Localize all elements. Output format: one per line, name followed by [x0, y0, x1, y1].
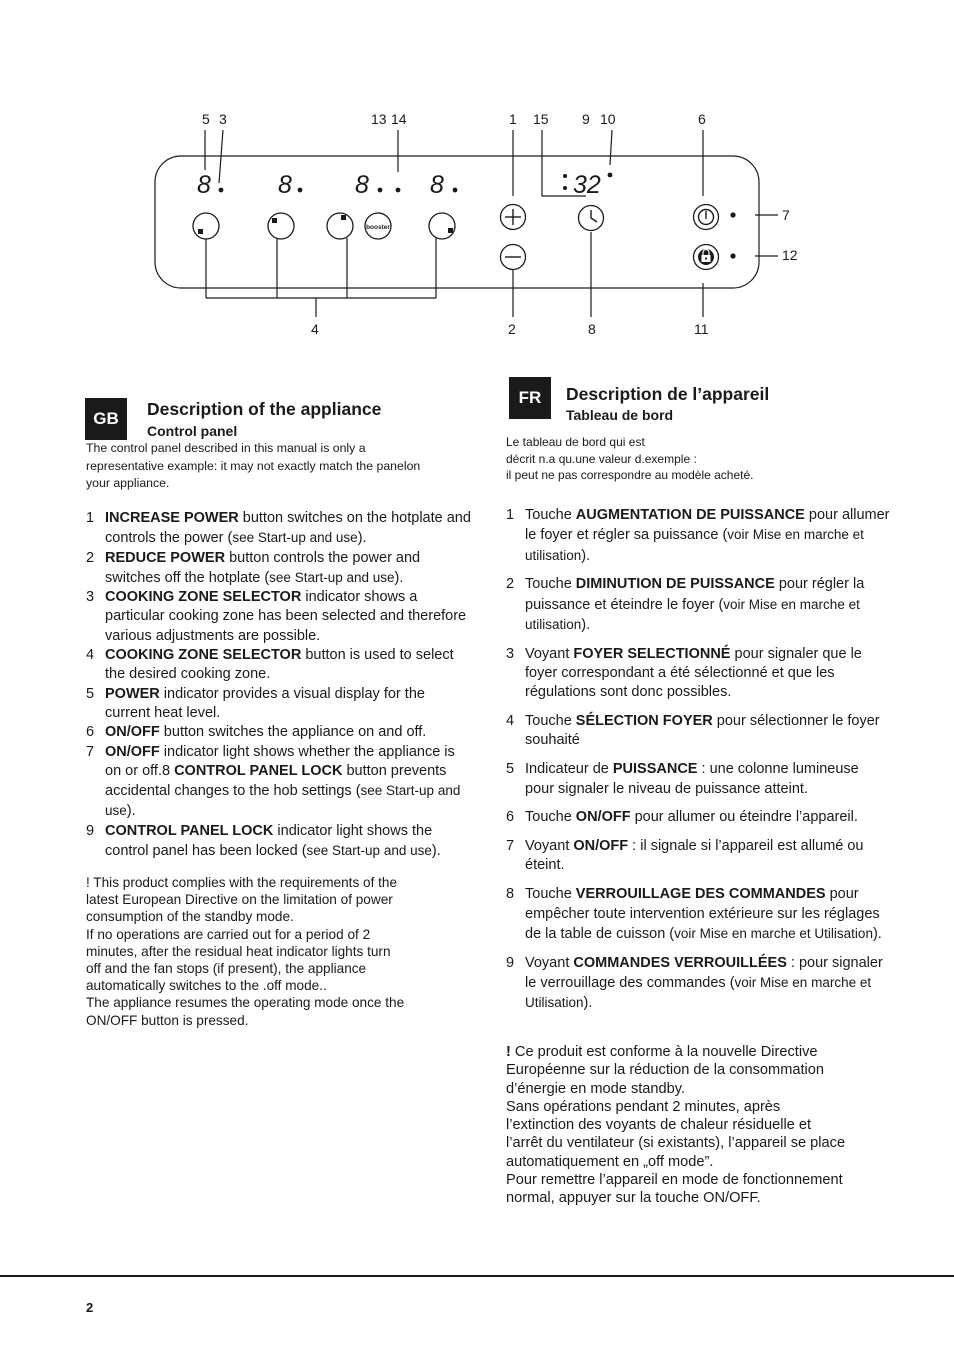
list-item: 4 Touche SÉLECTION FOYER pour sélectionner le foyer souhaité	[506, 713, 880, 749]
gb-component-list	[86, 509, 471, 861]
list-item: 3 COOKING ZONE SELECTOR indicator shows a particular cooking zone has been selected and therefore various adjustments are possible.	[86, 589, 467, 644]
list-item: 9 CONTROL PANEL LOCK indicator light shows the control panel has been locked (see Start-up and use).	[86, 822, 441, 860]
gb-standby-note: ! This product complies with the requirements of the latest European Directive on the limitation of power consumption of the standby mode. If no operations are carried out for a period of 2 minutes, after the residual heat indicator lights turn off and the fan stops (if present), the appliance automatically switches to the .off mode.. The appliance resumes the operating mode once the ON/OFF button is pressed.	[86, 875, 405, 1028]
booster-dot	[396, 188, 401, 193]
list-item: 9 Voyant COMMANDES VERROUILLÉES : pour signaler le verrouillage des commandes (voir Mise en marche et Utilisation).	[506, 954, 883, 1012]
zone-selector-button-2[interactable]	[268, 213, 294, 239]
fr-language-badge: FR	[509, 377, 551, 419]
power-display-zone-4: 8	[430, 171, 444, 199]
list-item: 5 POWER indicator provides a visual display for the current heat level.	[86, 685, 425, 721]
power-display-zone-2: 8	[278, 171, 292, 199]
list-item: 5 Indicateur de PUISSANCE : une colonne lumineuse pour signaler le niveau de puissance atteint.	[506, 761, 859, 797]
list-item: 1 Touche AUGMENTATION DE PUISSANCE pour allumer le foyer et régler sa puissance (voir Mise en marche et utilisation).	[506, 507, 890, 564]
footer-rule	[0, 1275, 954, 1277]
onoff-indicator-light	[730, 212, 735, 217]
zone-position-marker-1	[198, 229, 203, 234]
zone-position-marker-4	[448, 228, 453, 233]
list-item: 3 Voyant FOYER SELECTIONNÉ pour signaler que le foyer correspondant a été sélectionné et que les régulations sont donc possibles.	[506, 645, 862, 701]
list-item: 4 COOKING ZONE SELECTOR button is used to select the desired cooking zone.	[86, 647, 454, 683]
fr-section-title: Description de l’appareil	[566, 384, 770, 404]
zone-position-marker-3	[341, 215, 346, 220]
callout-8: 8	[588, 321, 596, 337]
zone-selected-dot-2	[298, 188, 303, 193]
list-item: 6 Touche ON/OFF pour allumer ou éteindre l’appareil.	[506, 809, 858, 826]
gb-section-subtitle: Control panel	[147, 423, 238, 439]
timer-display: 32	[573, 171, 601, 199]
zone-position-marker-2	[272, 218, 277, 223]
zone-selected-dot-3	[378, 188, 383, 193]
callout-3: 3	[219, 111, 227, 127]
callout-7: 7	[782, 207, 790, 223]
lock-indicator-light	[730, 253, 735, 258]
callout-10: 10	[600, 111, 616, 127]
callout-11: 11	[694, 321, 709, 337]
gb-intro: The control panel described in this manual is only a representative example: it may not exactly match the panelon your appliance.	[86, 441, 421, 490]
power-display-zone-1: 8	[197, 171, 211, 199]
zone-selector-button-1[interactable]	[193, 213, 219, 239]
gb-language-badge: GB	[85, 398, 127, 440]
callout-5: 5	[202, 111, 210, 127]
timer-indicator-dot	[608, 173, 613, 178]
timer-colon-bottom	[563, 186, 567, 190]
list-item: 8 Touche VERROUILLAGE DES COMMANDES pour empêcher toute intervention extérieure sur les réglages de la table de cuisson (voir Mise en marche et Utilisation).	[506, 886, 882, 942]
booster-label: booster	[366, 224, 390, 231]
warning-mark: !	[506, 1044, 511, 1060]
control-panel-outline	[155, 156, 759, 288]
list-item: 1 INCREASE POWER button switches on the hotplate and controls the power (see Start-up and use).	[86, 510, 471, 547]
gb-section-title: Description of the appliance	[147, 399, 382, 419]
timer-colon-top	[563, 174, 567, 178]
list-item: 6 ON/OFF button switches the appliance on and off.	[86, 724, 427, 741]
power-display-zone-3: 8	[355, 171, 369, 199]
callout-15: 15	[533, 111, 549, 127]
zone-selected-dot-1	[219, 188, 224, 193]
fr-component-list	[506, 506, 891, 1023]
page-number: 2	[86, 1300, 94, 1315]
callout-13: 13	[371, 111, 387, 127]
list-item: 2 REDUCE POWER button controls the power and switches off the hotplate (see Start-up and use).	[86, 549, 421, 586]
list-item: 2 Touche DIMINUTION DE PUISSANCE pour régler la puissance et éteindre le foyer (voir Mise en marche et utilisation).	[506, 576, 865, 633]
list-item: 7 ON/OFF indicator light shows whether the appliance is on or off.8 CONTROL PANEL LOCK button prevents accidental changes to the hob settings (see Start-up and use).	[86, 743, 461, 820]
zone-selector-button-3[interactable]	[327, 213, 353, 239]
zone-selector-button-4[interactable]	[429, 213, 455, 239]
zone-selected-dot-4	[453, 188, 458, 193]
fr-standby-note: ! Ce produit est conforme à la nouvelle Directive Européenne sur la réduction de la consommation d’énergie en mode standby. Sans opérations pendant 2 minutes, après l’extinction des voyants de chaleur résiduelle et l’arrêt du ventilateur (si existants), l’appareil se place automatiquement en „off mode”. Pour remettre l’appareil en mode de fonctionnement normal, appuyer sur la touche ON/OFF.	[506, 1044, 846, 1207]
list-item: 7 Voyant ON/OFF : il signale si l’appareil est allumé ou éteint.	[506, 838, 864, 874]
callout-6: 6	[698, 111, 706, 127]
fr-intro: Le tableau de bord qui est décrit n.a qu.une valeur d.exemple : il peut ne pas correspondre au modèle acheté.	[506, 435, 754, 482]
callout-1: 1	[509, 111, 517, 127]
callout-12: 12	[782, 247, 798, 263]
callout-4: 4	[311, 321, 319, 337]
callout-9: 9	[582, 111, 590, 127]
callout-14: 14	[391, 111, 407, 127]
callout-2: 2	[508, 321, 516, 337]
fr-section-subtitle: Tableau de bord	[566, 407, 674, 423]
control-panel-diagram	[0, 0, 954, 345]
